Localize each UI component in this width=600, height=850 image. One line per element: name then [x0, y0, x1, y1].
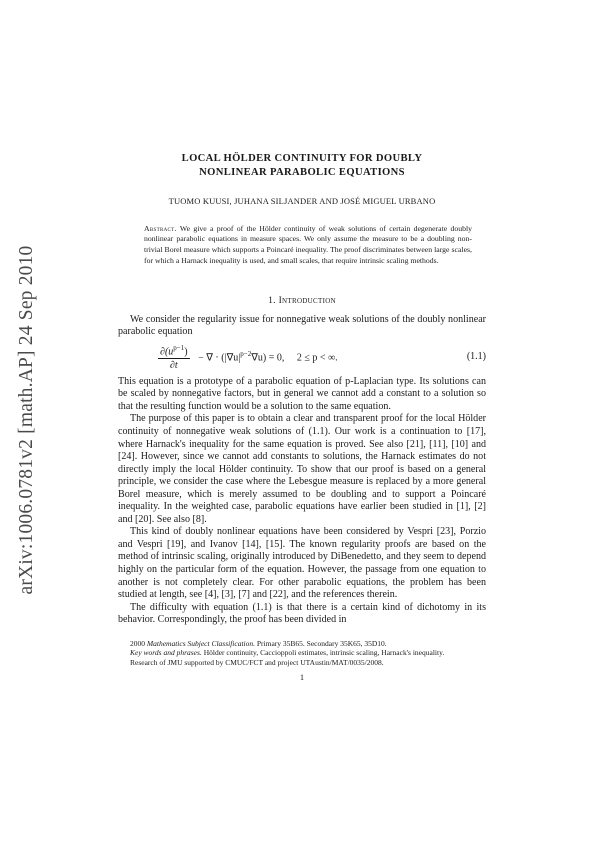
section-title: Introduction	[278, 295, 336, 307]
fraction-numerator	[158, 343, 190, 359]
numerator-exponent: p−1	[173, 343, 185, 352]
arxiv-identifier-text: arXiv:1006.0781v2 [math.AP] 24 Sep 2010	[16, 245, 37, 595]
paragraph-4: This kind of doubly nonlinear equations have been considered by Vespri [23], Porzio and Vespri [19], and Ivanov [14], [15]. The known regularity proofs are based on the method of intrinsic scaling, originally introduced by DiBenedetto, and they seem to depend highly on the particular form of the equation. However, the passage from one equation to another is not completely clear. For other parabolic equations, the problem has been studied at length, see [4], [3], [7] and [22], and the references therein.	[118, 526, 486, 601]
title-line-2: NONLINEAR PARABOLIC EQUATIONS	[199, 167, 405, 178]
paper-page	[118, 152, 486, 683]
footnotes	[118, 639, 486, 668]
paragraph-1: We consider the regularity issue for nonnegative weak solutions of the doubly nonlinear parabolic equation	[118, 313, 486, 338]
equation-1-1	[118, 341, 486, 373]
denominator-text: ∂t	[169, 359, 178, 371]
footnote-keywords	[118, 648, 486, 658]
footnote-msc	[118, 639, 486, 649]
title-line-1: LOCAL HÖLDER CONTINUITY FOR DOUBLY	[181, 153, 423, 164]
fraction-denominator	[170, 359, 178, 371]
section-number: 1.	[268, 295, 276, 307]
keywords-label: Key words and phrases.	[130, 648, 202, 658]
msc-text: Primary 35B65. Secondary 35K65, 35D10.	[256, 638, 387, 648]
paragraph-5: The difficulty with equation (1.1) is that there is a certain kind of dichotomy in its behavior. Correspondingly, the proof has been divided in	[118, 601, 486, 626]
footnote-funding: Research of JMU supported by CMUC/FCT and project UTAustin/MAT/0035/2008.	[130, 657, 384, 667]
abstract	[144, 224, 472, 268]
page-number: 1	[299, 671, 305, 682]
arxiv-identifier	[14, 240, 40, 600]
keywords-text: Hölder continuity, Caccioppoli estimates, intrinsic scaling, Harnack's inequality.	[203, 648, 445, 658]
abstract-text: We give a proof of the Hölder continuity of weak solutions of certain degenerate doubly nonlinear parabolic equations in measure spaces. We only assume the measure to be a doubling non-trivial Borel measure which supports a Poincaré inequality. The proof discriminates between large scales, for which a Harnack inequality is used, and small scales, that require intrinsic scaling methods.	[144, 223, 472, 266]
equation-fraction	[158, 343, 190, 371]
numerator-close: )	[184, 345, 188, 357]
equation-rest-exponent: p−2	[240, 350, 252, 359]
msc-year: 2000	[130, 638, 145, 648]
abstract-label: Abstract.	[144, 223, 177, 233]
paragraph-3: The purpose of this paper is to obtain a clear and transparent proof for the local Hölder continuity of nonnegative weak solutions of (1.1). Our work is a continuation to [17], where Harnack's inequality for the same equation is proved. See also [21], [11], [10] and [24]. However, since we cannot add constants to solutions, the Harnack estimates do not directly imply the local Hölder continuity. To show that our proof is based on a general principle, we consider the case where the Lebesgue measure is replaced by a more general Borel measure, which is merely assumed to be doubling and to support a Poincaré inequality. In the weighted case, parabolic equations have earlier been studied in [1], [2] and [20]. See also [8].	[118, 413, 486, 525]
paper-title	[118, 152, 486, 180]
msc-label: Mathematics Subject Classification.	[146, 638, 255, 648]
equation-body	[158, 341, 338, 373]
equation-rest-suffix: ∇u) = 0, 2 ≤ p < ∞.	[251, 352, 338, 364]
equation-rest-prefix: − ∇ · (|∇u|	[195, 352, 241, 364]
paragraph-2: This equation is a prototype of a parabolic equation of p-Laplacian type. Its solutions can be scaled by nonnegative factors, but in general we cannot add a constant to a solution so that the resulting function would be a solution to the same equation.	[118, 375, 486, 412]
equation-rest	[196, 348, 338, 365]
section-heading	[118, 295, 486, 308]
numerator-text: ∂(u	[160, 345, 174, 357]
equation-number: (1.1)	[466, 350, 486, 362]
author-list: TUOMO KUUSI, JUHANA SILJANDER AND JOSÉ MIGUEL URBANO	[168, 196, 436, 206]
